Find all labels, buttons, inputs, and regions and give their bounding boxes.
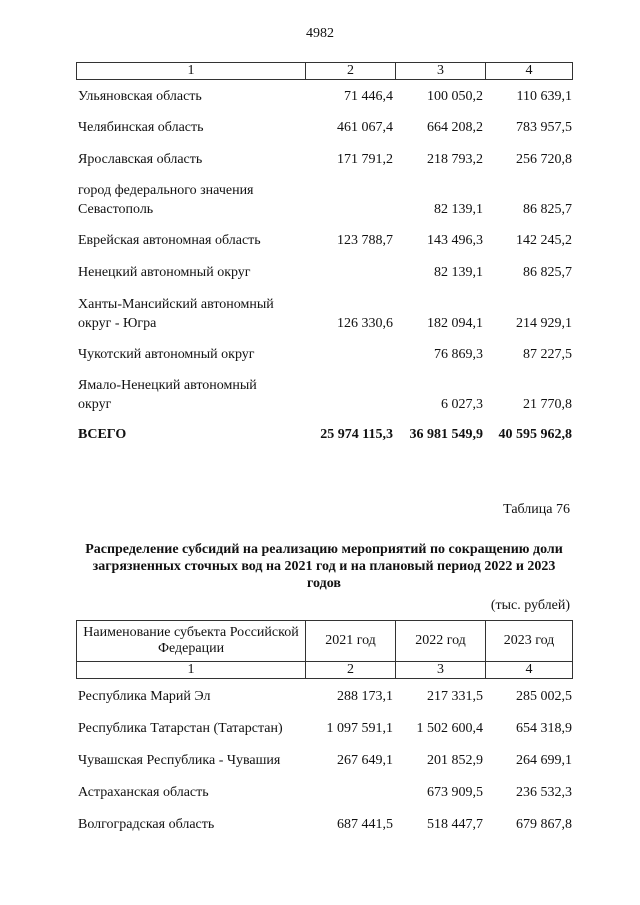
region-name: Республика Марий Эл bbox=[78, 689, 211, 704]
value-2022: 218 793,2 bbox=[427, 152, 483, 167]
value-2023: 654 318,9 bbox=[516, 721, 572, 736]
region-name-line: округ - Югра bbox=[78, 316, 157, 331]
col-number: 2 bbox=[306, 662, 396, 679]
value-2021: 267 649,1 bbox=[337, 753, 393, 768]
region-name bbox=[78, 295, 303, 333]
value-2021: 71 446,4 bbox=[344, 89, 393, 104]
value-2021: 288 173,1 bbox=[337, 689, 393, 704]
value-2022: 182 094,1 bbox=[427, 316, 483, 331]
value-2021: 123 788,7 bbox=[337, 233, 393, 248]
region-name: Ульяновская область bbox=[78, 89, 202, 104]
col-number: 1 bbox=[77, 662, 306, 679]
value-2022: 664 208,2 bbox=[427, 120, 483, 135]
value-2021: 687 441,5 bbox=[337, 817, 393, 832]
table-number: Таблица 76 bbox=[503, 502, 570, 517]
total-2021: 25 974 115,3 bbox=[320, 427, 393, 442]
value-2022: 143 496,3 bbox=[427, 233, 483, 248]
value-2022: 82 139,1 bbox=[434, 265, 483, 280]
value-2022: 1 502 600,4 bbox=[416, 721, 483, 736]
value-2023: 110 639,1 bbox=[516, 89, 572, 104]
header-region-name: Наименование субъекта Российской Федерации bbox=[77, 621, 306, 662]
header-2023: 2023 год bbox=[486, 621, 573, 662]
value-2023: 236 532,3 bbox=[516, 785, 572, 800]
value-2022: 76 869,3 bbox=[434, 347, 483, 362]
region-name bbox=[78, 181, 303, 219]
col-number: 2 bbox=[306, 63, 396, 80]
value-2021: 171 791,2 bbox=[337, 152, 393, 167]
value-2022: 201 852,9 bbox=[427, 753, 483, 768]
value-2023: 783 957,5 bbox=[516, 120, 572, 135]
region-name: Чукотский автономный округ bbox=[78, 347, 255, 362]
region-name: Челябинская область bbox=[78, 120, 204, 135]
region-name-line: город федерального значения bbox=[78, 183, 254, 198]
total-label: ВСЕГО bbox=[78, 427, 127, 442]
value-2023: 86 825,7 bbox=[523, 265, 572, 280]
value-2022: 673 909,5 bbox=[427, 785, 483, 800]
table2-header bbox=[76, 620, 573, 679]
value-2021: 126 330,6 bbox=[337, 316, 393, 331]
region-name-line: округ bbox=[78, 397, 112, 412]
region-name: Чувашская Республика - Чувашия bbox=[78, 753, 281, 768]
region-name-line: Ямало-Ненецкий автономный bbox=[78, 378, 257, 393]
region-name: Астраханская область bbox=[78, 785, 209, 800]
header-2021: 2021 год bbox=[306, 621, 396, 662]
region-name-line: Ханты-Мансийский автономный bbox=[78, 297, 274, 312]
col-number: 4 bbox=[486, 662, 573, 679]
region-name: Республика Татарстан (Татарстан) bbox=[78, 721, 283, 736]
page-number: 4982 bbox=[306, 26, 334, 41]
value-2021: 1 097 591,1 bbox=[326, 721, 393, 736]
header-2022: 2022 год bbox=[396, 621, 486, 662]
total-2022: 36 981 549,9 bbox=[409, 427, 483, 442]
value-2022: 518 447,7 bbox=[427, 817, 483, 832]
value-2023: 86 825,7 bbox=[523, 202, 572, 217]
value-2023: 142 245,2 bbox=[516, 233, 572, 248]
value-2022: 100 050,2 bbox=[427, 89, 483, 104]
value-2023: 264 699,1 bbox=[516, 753, 572, 768]
region-name: Еврейская автономная область bbox=[78, 233, 261, 248]
region-name: Ненецкий автономный округ bbox=[78, 265, 251, 280]
region-name-line: Севастополь bbox=[78, 202, 154, 217]
value-2022: 6 027,3 bbox=[441, 397, 483, 412]
region-name: Ярославская область bbox=[78, 152, 203, 167]
value-2023: 87 227,5 bbox=[523, 347, 572, 362]
region-name bbox=[78, 376, 303, 414]
value-2021: 461 067,4 bbox=[337, 120, 393, 135]
value-2023: 214 929,1 bbox=[516, 316, 572, 331]
col-number: 4 bbox=[486, 63, 573, 80]
value-2022: 217 331,5 bbox=[427, 689, 483, 704]
col-number: 3 bbox=[396, 63, 486, 80]
value-2023: 679 867,8 bbox=[516, 817, 572, 832]
value-2022: 82 139,1 bbox=[434, 202, 483, 217]
value-2023: 285 002,5 bbox=[516, 689, 572, 704]
value-2023: 21 770,8 bbox=[523, 397, 572, 412]
value-2023: 256 720,8 bbox=[516, 152, 572, 167]
col-number: 3 bbox=[396, 662, 486, 679]
table-title: Распределение субсидий на реализацию мероприятий по сокращению доли загрязненных сточных вод на 2021 год и на плановый период 2022 и 2023 годов bbox=[85, 542, 563, 591]
region-name: Волгоградская область bbox=[78, 817, 215, 832]
col-number: 1 bbox=[77, 63, 306, 80]
units-label: (тыс. рублей) bbox=[490, 598, 570, 613]
total-2023: 40 595 962,8 bbox=[498, 427, 572, 442]
table1-header bbox=[76, 62, 573, 80]
